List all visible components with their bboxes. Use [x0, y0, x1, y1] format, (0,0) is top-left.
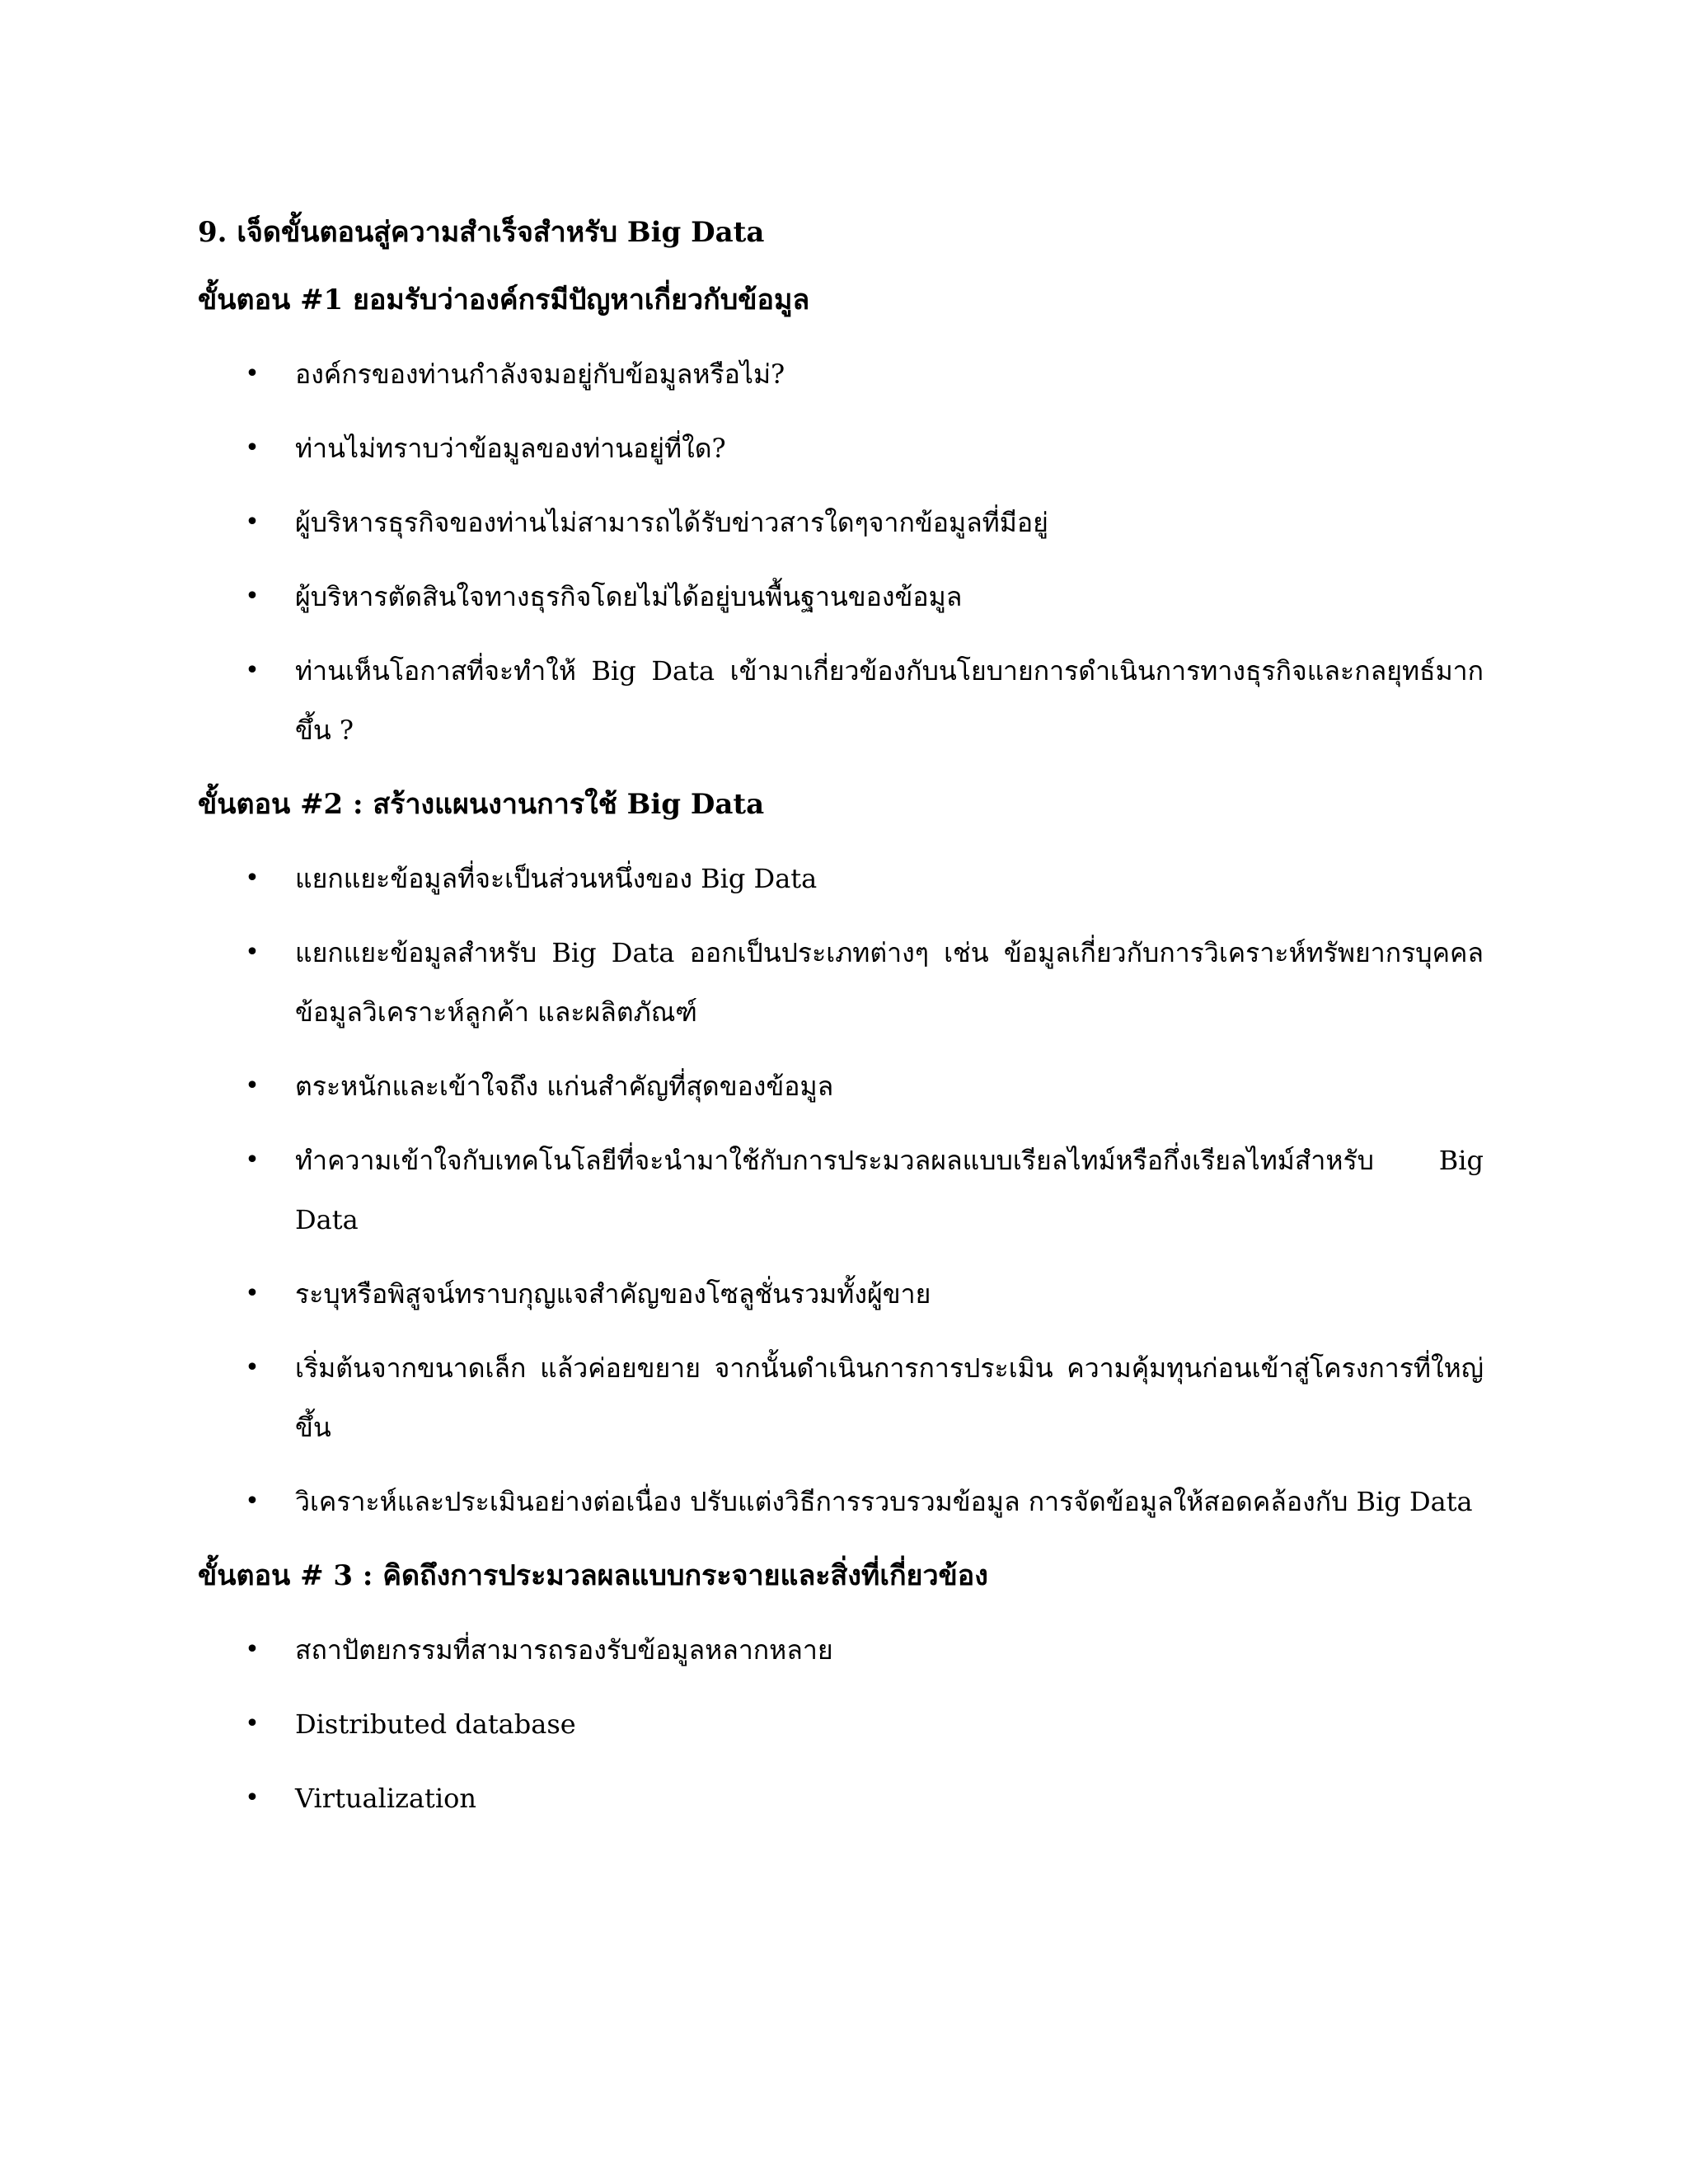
bullet-icon: •	[245, 1353, 260, 1382]
list-item-text: ตระหนักและเข้าใจถึง แก่นสำคัญที่สุดของข้อมูล	[295, 1071, 834, 1102]
list-item-text: เริ่มต้นจากขนาดเล็ก แล้วค่อยขยาย จากนั้นดำเนินการการประเมิน ความคุ้มทุนก่อนเข้าสู่โครงการที่ใหญ่ขึ้น	[295, 1352, 1484, 1443]
list-item	[198, 849, 1484, 908]
bullet-icon: •	[245, 508, 260, 537]
bullet-icon: •	[245, 938, 260, 967]
list-item	[198, 641, 1484, 760]
bullet-icon: •	[245, 582, 260, 611]
list-item-text: องค์กรของท่านกำลังจมอยู่กับข้อมูลหรือไม่?	[295, 359, 785, 390]
list-item	[198, 1694, 1484, 1754]
bullet-icon: •	[245, 1146, 260, 1174]
list-item	[198, 344, 1484, 404]
bullet-icon: •	[245, 359, 260, 388]
bullet-icon: •	[245, 1279, 260, 1308]
list-item	[198, 493, 1484, 552]
list-item	[198, 1769, 1484, 1828]
list-item-text: ท่านเห็นโอกาสที่จะทำให้ Big Data เข้ามาเกี่ยวข้องกับนโยบายการดำเนินการทางธุรกิจและกลยุทธ์มากขึ้น ?	[295, 655, 1484, 746]
bullet-icon: •	[245, 1487, 260, 1516]
list-item-text: ทำความเข้าใจกับเทคโนโลยีที่จะนำมาใช้กับการประมวลผลแบบเรียลไทม์หรือกึ่งเรียลไทม์สำหรับ Big Data	[295, 1145, 1484, 1235]
section-step-2	[198, 781, 1484, 1531]
list-item	[198, 1338, 1484, 1457]
list-item	[198, 923, 1484, 1042]
bullet-icon: •	[245, 434, 260, 462]
bullet-icon: •	[245, 1783, 260, 1812]
document-page	[198, 198, 1484, 1828]
list-item	[198, 1057, 1484, 1116]
bullet-list	[198, 344, 1484, 760]
list-item	[198, 1264, 1484, 1324]
section-heading: ขั้นตอน #2 : สร้างแผนงานการใช้ Big Data	[198, 788, 765, 821]
section-heading: ขั้นตอน # 3 : คิดถึงการประมวลผลแบบกระจายและสิ่งที่เกี่ยวข้อง	[198, 1559, 988, 1592]
list-item-text: Virtualization	[295, 1783, 476, 1814]
list-item-text: แยกแยะข้อมูลสำหรับ Big Data ออกเป็นประเภทต่างๆ เช่น ข้อมูลเกี่ยวกับการวิเคราะห์ทรัพยากรบุคคล ข้อมูลวิเคราะห์ลูกค้า และผลิตภัณฑ์	[295, 937, 1484, 1028]
bullet-icon: •	[245, 656, 260, 685]
bullet-icon: •	[245, 1071, 260, 1100]
list-item-text: ผู้บริหารตัดสินใจทางธุรกิจโดยไม่ได้อยู่บนพื้นฐานของข้อมูล	[295, 581, 963, 612]
section-heading: ขั้นตอน #1 ยอมรับว่าองค์กรมีปัญหาเกี่ยวกับข้อมูล	[198, 284, 810, 316]
section-step-3	[198, 1553, 1484, 1828]
list-item-text: Distributed database	[295, 1708, 576, 1740]
document-title: 9. เจ็ดขั้นตอนสู่ความสำเร็จสำหรับ Big Data	[198, 216, 765, 249]
list-item	[198, 1620, 1484, 1680]
bullet-icon: •	[245, 864, 260, 893]
list-item	[198, 419, 1484, 478]
bullet-icon: •	[245, 1635, 260, 1664]
list-item-text: ผู้บริหารธุรกิจของท่านไม่สามารถได้รับข่าวสารใดๆจากข้อมูลที่มีอยู่	[295, 507, 1048, 538]
bullet-list	[198, 1620, 1484, 1828]
list-item	[198, 567, 1484, 626]
list-item-text: สถาปัตยกรรมที่สามารถรองรับข้อมูลหลากหลาย	[295, 1634, 833, 1666]
list-item	[198, 1472, 1484, 1531]
bullet-icon: •	[245, 1709, 260, 1738]
section-step-1	[198, 277, 1484, 760]
bullet-list	[198, 849, 1484, 1531]
list-item-text: ระบุหรือพิสูจน์ทราบกุญแจสำคัญของโซลูชั่นรวมทั้งผู้ขาย	[295, 1278, 931, 1310]
list-item-text: ท่านไม่ทราบว่าข้อมูลของท่านอยู่ที่ใด?	[295, 433, 726, 464]
list-item	[198, 1131, 1484, 1249]
list-item-text: วิเคราะห์และประเมินอย่างต่อเนื่อง ปรับแต่งวิธีการรวบรวมข้อมูล การจัดข้อมูลให้สอดคล้องกับ Big Data	[295, 1486, 1473, 1517]
list-item-text: แยกแยะข้อมูลที่จะเป็นส่วนหนึ่งของ Big Data	[295, 863, 818, 894]
